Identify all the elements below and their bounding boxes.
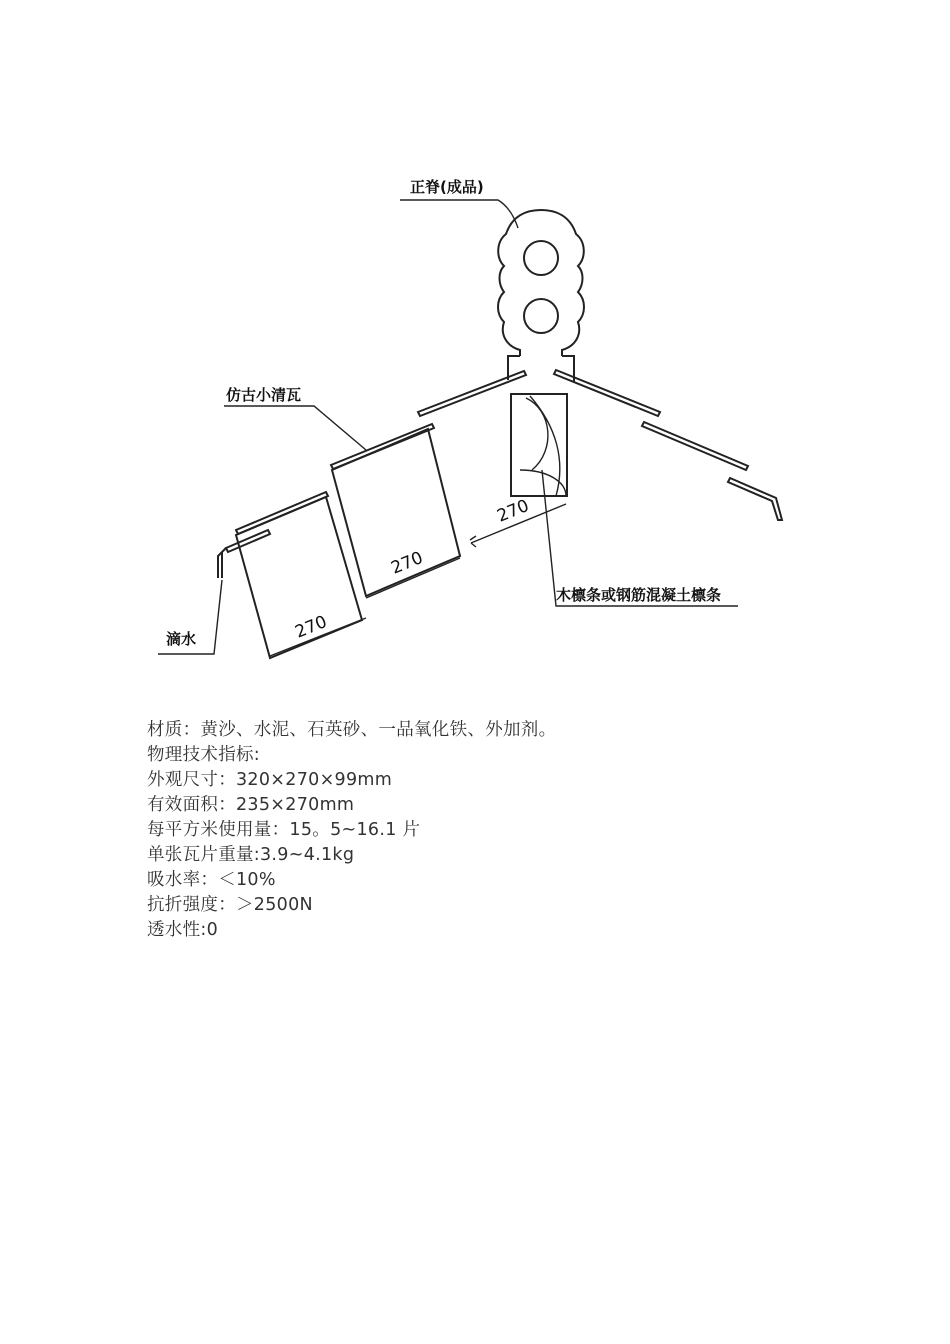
spec-effective-area: 有效面积：235×270mm [147,795,355,815]
ridge-leader [400,200,518,228]
spec-indicators-title: 物理技术指标: [147,745,260,765]
spec-permeability: 透水性:0 [147,920,219,940]
purlin [511,394,567,496]
drip-label: 滴水 [166,630,197,648]
spec-material: 材质：黄沙、水泥、石英砂、一品氧化铁、外加剂。 [147,720,557,740]
spec-flexural-strength: 抗折强度：＞2500N [147,895,313,915]
tile-leader [224,406,366,450]
ridge-label: 正脊(成品) [410,178,484,196]
spec-weight: 单张瓦片重量:3.9~4.1kg [147,845,355,865]
dimension-270-top: 270 [494,495,532,527]
spec-list [147,718,827,943]
spec-usage: 每平方米使用量：15。5~16.1 片 [147,820,421,840]
spec-size: 外观尺寸：320×270×99mm [147,770,393,790]
left-tiles [218,371,526,658]
dimension-270-bottom: 270 [292,611,330,643]
right-tiles [554,370,782,520]
purlin-label: 木檩条或钢筋混凝土檩条 [556,586,722,604]
dimension-270-middle: 270 [388,547,426,579]
tile-label: 仿古小清瓦 [226,386,302,404]
ridge-piece [498,210,584,382]
spec-water-absorption: 吸水率：＜10% [147,870,276,890]
